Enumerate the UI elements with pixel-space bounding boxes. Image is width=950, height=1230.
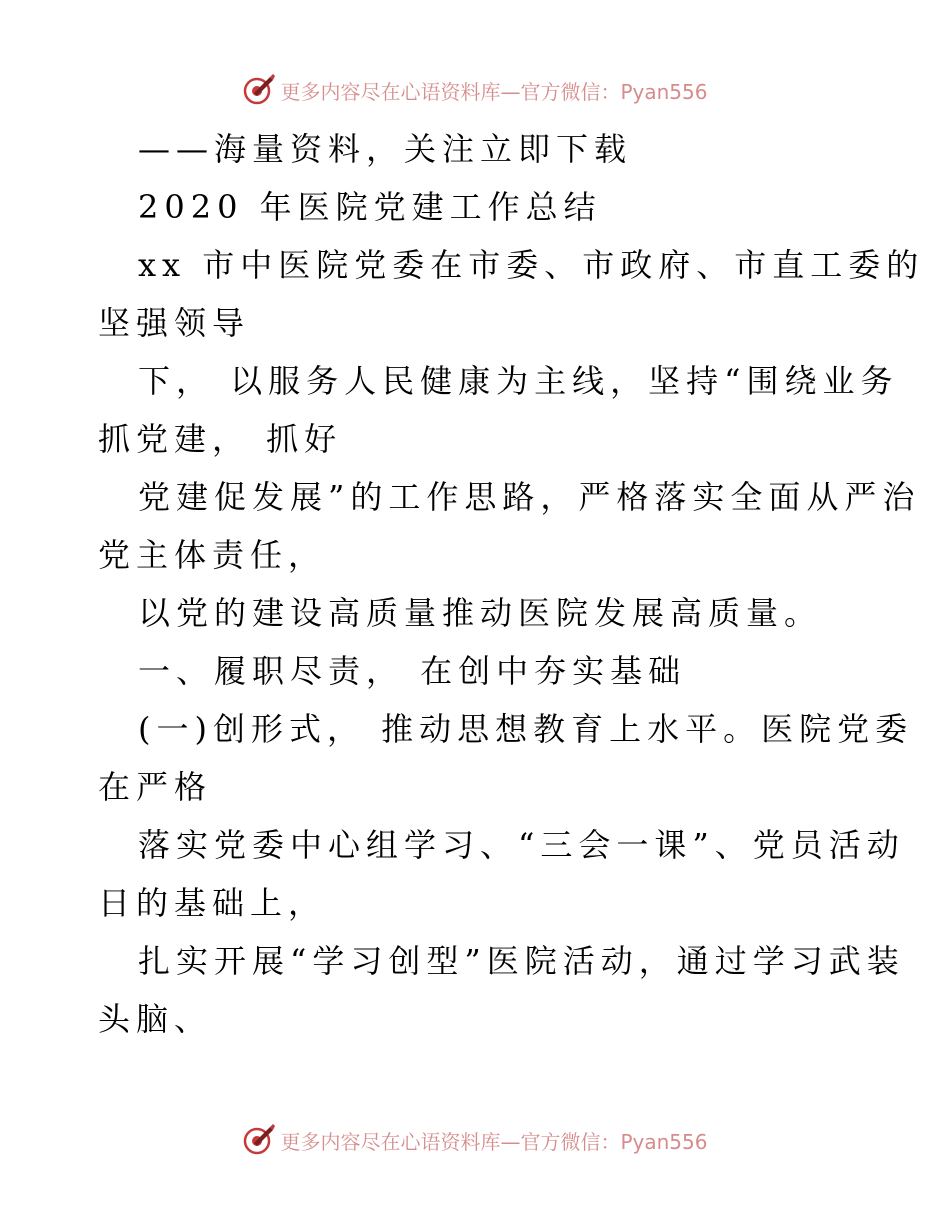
- text-line: 头脑、: [98, 1000, 213, 1038]
- text-line: 在严格: [98, 768, 213, 806]
- text-line: 2020 年医院党建工作总结: [138, 188, 602, 226]
- watermark-text: 更多内容尽在心语资料库—官方微信：Pyan556: [280, 79, 708, 104]
- text-line: 落实党委中心组学习、“三会一课”、党员活动: [138, 826, 905, 864]
- text-line: 扎实开展“学习创型”医院活动，通过学习武装: [138, 942, 905, 980]
- text-line: 一、履职尽责， 在创中夯实基础: [138, 652, 687, 690]
- document-body: [98, 120, 925, 1048]
- footer-watermark: [0, 1120, 950, 1160]
- header-watermark: [0, 70, 950, 110]
- text-line: (一)创形式， 推动思想教育上水平。医院党委: [138, 710, 914, 748]
- text-line: 下， 以服务人民健康为主线，坚持“围绕业务: [138, 362, 899, 400]
- text-line: 党建促发展”的工作思路，严格落实全面从严治: [138, 478, 921, 516]
- text-line: ——海量资料，关注立即下载: [138, 130, 633, 168]
- pen-logo-icon: [242, 73, 276, 107]
- text-line: 以党的建设高质量推动医院发展高质量。: [138, 594, 823, 632]
- pen-logo-icon: [242, 1123, 276, 1157]
- text-line: xx 市中医院党委在市委、市政府、市直工委的: [138, 246, 925, 284]
- text-line: 坚强领导: [98, 304, 251, 342]
- watermark-text: 更多内容尽在心语资料库—官方微信：Pyan556: [280, 1129, 708, 1154]
- text-line: 党主体责任，: [98, 536, 327, 574]
- text-line: 抓党建， 抓好: [98, 420, 343, 458]
- text-line: 日的基础上，: [98, 884, 327, 922]
